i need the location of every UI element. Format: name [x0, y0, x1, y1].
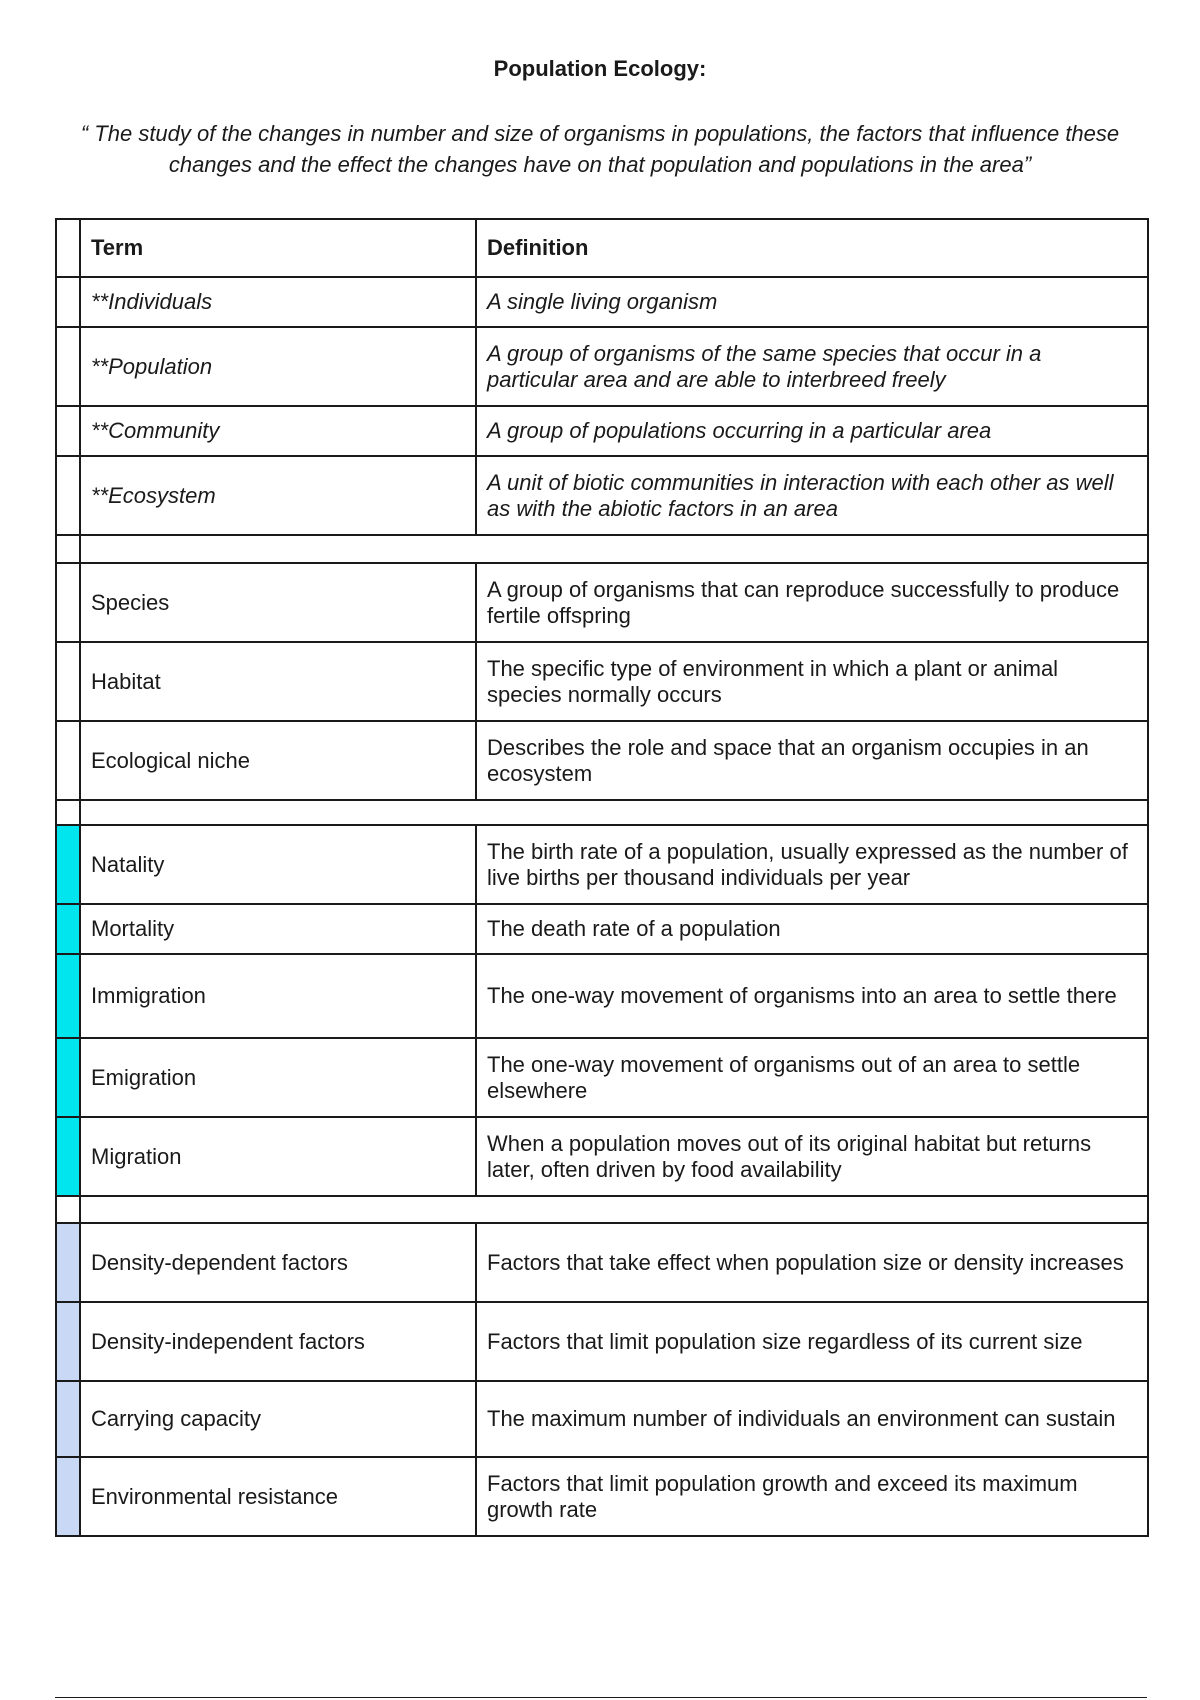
term-cell: Habitat	[80, 642, 476, 721]
term-cell: **Community	[80, 406, 476, 456]
definition-cell: Describes the role and space that an organism occupies in an ecosystem	[476, 721, 1148, 800]
marker-cell	[56, 535, 80, 563]
table-row	[56, 1038, 1148, 1117]
table-row	[56, 406, 1148, 456]
term-cell: Density-dependent factors	[80, 1223, 476, 1302]
term-cell: Natality	[80, 825, 476, 904]
terms-table	[55, 218, 1149, 1537]
marker-cell-cyan	[56, 954, 80, 1038]
marker-cell-cyan	[56, 904, 80, 954]
term-cell: Mortality	[80, 904, 476, 954]
term-cell: Density-independent factors	[80, 1302, 476, 1381]
spacer-cell	[80, 800, 1148, 825]
term-cell: Carrying capacity	[80, 1381, 476, 1457]
definition-cell: A group of populations occurring in a particular area	[476, 406, 1148, 456]
page-title: Population Ecology:	[493, 56, 707, 81]
spacer-cell	[80, 535, 1148, 563]
marker-cell	[56, 406, 80, 456]
table-row	[56, 904, 1148, 954]
definition-cell: Factors that limit population growth and exceed its maximum growth rate	[476, 1457, 1148, 1536]
header-definition: Definition	[476, 219, 1148, 277]
table-row	[56, 642, 1148, 721]
marker-cell-cyan	[56, 825, 80, 904]
term-cell: Emigration	[80, 1038, 476, 1117]
table-row	[56, 825, 1148, 904]
definition-cell: The maximum number of individuals an environment can sustain	[476, 1381, 1148, 1457]
table-row	[56, 456, 1148, 535]
table-row	[56, 1457, 1148, 1536]
marker-cell-blue	[56, 1223, 80, 1302]
marker-cell-blue	[56, 1302, 80, 1381]
table-header-row	[56, 219, 1148, 277]
definition-cell: When a population moves out of its original habitat but returns later, often driven by food availability	[476, 1117, 1148, 1196]
table-row	[56, 277, 1148, 327]
definition-cell: Factors that limit population size regardless of its current size	[476, 1302, 1148, 1381]
term-cell: **Ecosystem	[80, 456, 476, 535]
table-row	[56, 563, 1148, 642]
term-cell: **Population	[80, 327, 476, 406]
definition-cell: The death rate of a population	[476, 904, 1148, 954]
page-subtitle: “ The study of the changes in number and size of organisms in populations, the factors that influence these changes and the effect the changes have on that population and populations in the area”	[80, 121, 1120, 177]
marker-cell	[56, 219, 80, 277]
marker-cell	[56, 721, 80, 800]
spacer-row	[56, 800, 1148, 825]
definition-cell: The one-way movement of organisms out of an area to settle elsewhere	[476, 1038, 1148, 1117]
term-cell: Species	[80, 563, 476, 642]
term-cell: Migration	[80, 1117, 476, 1196]
marker-cell	[56, 277, 80, 327]
definition-cell: A group of organisms that can reproduce successfully to produce fertile offspring	[476, 563, 1148, 642]
definition-cell: A group of organisms of the same species that occur in a particular area and are able to interbreed freely	[476, 327, 1148, 406]
table-row	[56, 1381, 1148, 1457]
table-row	[56, 1302, 1148, 1381]
marker-cell	[56, 1196, 80, 1223]
definition-cell: Factors that take effect when population size or density increases	[476, 1223, 1148, 1302]
definition-cell: The one-way movement of organisms into an area to settle there	[476, 954, 1148, 1038]
marker-cell	[56, 642, 80, 721]
table-row	[56, 954, 1148, 1038]
marker-cell-blue	[56, 1381, 80, 1457]
marker-cell	[56, 327, 80, 406]
term-cell: Ecological niche	[80, 721, 476, 800]
marker-cell	[56, 800, 80, 825]
table-row	[56, 1223, 1148, 1302]
definition-cell: A single living organism	[476, 277, 1148, 327]
footer-divider	[55, 1697, 1147, 1698]
marker-cell-cyan	[56, 1038, 80, 1117]
header-term: Term	[80, 219, 476, 277]
marker-cell-blue	[56, 1457, 80, 1536]
term-cell: **Individuals	[80, 277, 476, 327]
term-cell: Environmental resistance	[80, 1457, 476, 1536]
table-row	[56, 1117, 1148, 1196]
spacer-cell	[80, 1196, 1148, 1223]
definition-cell: A unit of biotic communities in interaction with each other as well as with the abiotic factors in an area	[476, 456, 1148, 535]
marker-cell-cyan	[56, 1117, 80, 1196]
table-row	[56, 327, 1148, 406]
term-cell: Immigration	[80, 954, 476, 1038]
marker-cell	[56, 563, 80, 642]
table-row	[56, 721, 1148, 800]
spacer-row	[56, 535, 1148, 563]
spacer-row	[56, 1196, 1148, 1223]
definition-cell: The specific type of environment in which a plant or animal species normally occurs	[476, 642, 1148, 721]
definition-cell: The birth rate of a population, usually expressed as the number of live births per thousand individuals per year	[476, 825, 1148, 904]
marker-cell	[56, 456, 80, 535]
